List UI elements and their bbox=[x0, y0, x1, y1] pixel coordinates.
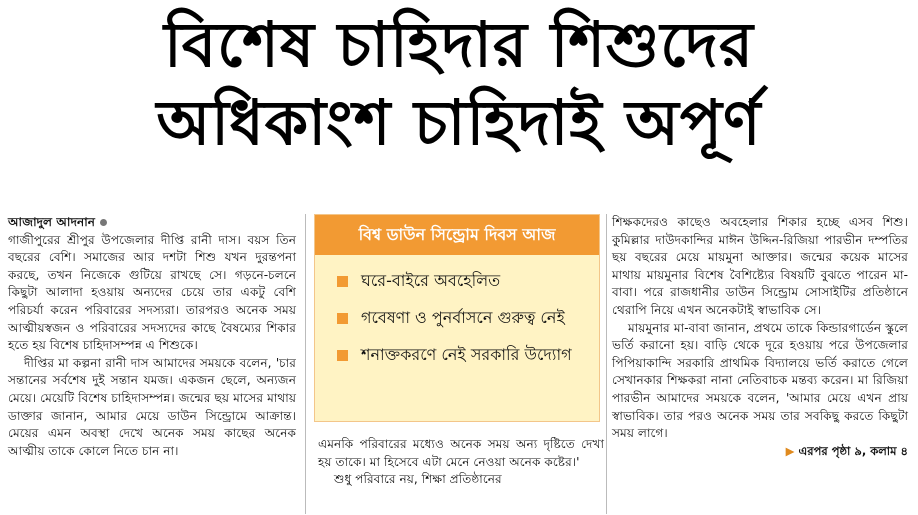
continue-arrow-icon: ▶ bbox=[785, 443, 799, 458]
highlight-item-text: ঘরে-বাইরে অবহেলিত bbox=[361, 271, 501, 290]
headline bbox=[0, 6, 918, 162]
paragraph: এমনকি পরিবারের মধ্যেও অনেক সময় অন্য দৃষ্টিতে দেখা হয় তাকে। মা হিসেবে এটা মেনে নেওয়া অনেক কষ্টের।' bbox=[318, 437, 604, 469]
continuation-text: এরপর পৃষ্ঠা ৯, কলাম ৪ bbox=[798, 443, 908, 458]
byline bbox=[8, 214, 296, 232]
paragraph: শিক্ষকদেরও কাছেও অবহেলার শিকার হচ্ছে এসব শিশু। কুমিল্লার দাউদকান্দির মাঈন উদ্দিন-রিজিয়া পারভীন দম্পতির ছয় বছরের মেয়ে মায়মুনা আক্তার। জন্মের কয়েক মাসের মাথায় মায়মুনার বিশেষ বৈশিষ্ট্যের বিষয়টি বুঝতে পারেন মা-বাবা। পরে রাজধানীর ডাউন সিন্ড্রোম সোসাইটির প্রতিষ্ঠানে থেরাপি নিয়ে এখন অনেকটাই স্বাভাবিক সে। bbox=[612, 215, 908, 317]
article-column-left bbox=[8, 214, 296, 460]
highlight-box bbox=[314, 214, 600, 422]
paragraph: মায়মুনার মা-বাবা জানান, প্রথমে তাকে কিন্ডারগার্ডেন স্কুলে ভর্তি করানো হয়। বাড়ি থেকে দূরে হওয়ায় পরে উপজেলার পিপিয়াকান্দি সরকারি প্রাথমিক বিদ্যালয়ে ভর্তি করাতে গেলে সেখানকার শিক্ষকরা নানা নেতিবাচক মন্তব্য করেন। মা রিজিয়া পারভীন আমাদের সময়কে বলেন, 'আমার মেয়ে এখন প্রায় স্বাভাবিক। তার পরও অনেক সময় তার সবকিছু করতে কিছুটা সময় লাগে। bbox=[612, 320, 908, 441]
article-column-right bbox=[612, 214, 908, 460]
highlight-item bbox=[337, 269, 585, 293]
article-column-middle bbox=[318, 436, 604, 489]
headline-line-1: বিশেষ চাহিদার শিশুদের bbox=[164, 8, 754, 81]
highlight-item bbox=[337, 306, 585, 330]
bullet-square-icon bbox=[337, 313, 348, 324]
highlight-item-text: শনাক্তকরণে নেই সরকারি উদ্যোগ bbox=[361, 345, 572, 364]
highlight-item bbox=[337, 343, 585, 367]
byline-dot-icon bbox=[100, 219, 107, 226]
column-divider bbox=[606, 214, 607, 514]
headline-line-2: অধিকাংশ চাহিদাই অপূর্ণ bbox=[156, 86, 762, 159]
continuation-note bbox=[612, 443, 908, 461]
byline-name: আজাদুল আদনান bbox=[8, 215, 96, 229]
paragraph: শুধু পরিবারে নয়, শিক্ষা প্রতিষ্ঠানের bbox=[334, 472, 502, 487]
bullet-square-icon bbox=[337, 276, 348, 287]
bullet-square-icon bbox=[337, 350, 348, 361]
paragraph: দীপ্তির মা কল্পনা রানী দাস আমাদের সময়কে বলেন, 'চার সন্তানের সর্বশেষ দুই সন্তান যমজ। একজন ছেলে, অন্যজন মেয়ে। মেয়েটি বিশেষ চাহিদাসম্পন্ন। জন্মের ছয় মাসের মাথায় ডাক্তার জানান, আমার মেয়ে ডাউন সিন্ড্রোমে আক্রান্ত। মেয়ের এমন অবস্থা দেখে অনেক সময় কাছের অনেক আত্মীয় তাকে কোলে নিতে চান না। bbox=[8, 355, 296, 458]
highlight-item-text: গবেষণা ও পুনর্বাসনে গুরুত্ব নেই bbox=[361, 308, 565, 327]
paragraph: গাজীপুরের শ্রীপুর উপজেলার দীপ্তি রানী দাস। বয়স তিন বছরের বেশি। সমাজের আর দশটা শিশু যখন দুরন্তপনা করছে, তখন নিজেকে গুটিয়ে রাখছে সে। গড়নে-চলনে কিছুটা আলাদা হওয়ায় অন্যদের চেয়ে তার একটু বেশি পরিচর্যা করেন পরিবারের সদস্যরা। তারপরও অনেক সময় আত্মীয়স্বজন ও পরিবারের সদস্যদের কাছে বৈষম্যের শিকার হতে হয় বিশেষ চাহিদাসম্পন্ন এ শিশুকে। bbox=[8, 232, 296, 353]
column-divider bbox=[305, 214, 306, 514]
highlight-box-title: বিশ্ব ডাউন সিন্ড্রোম দিবস আজ bbox=[315, 215, 599, 255]
highlight-list bbox=[315, 255, 599, 367]
